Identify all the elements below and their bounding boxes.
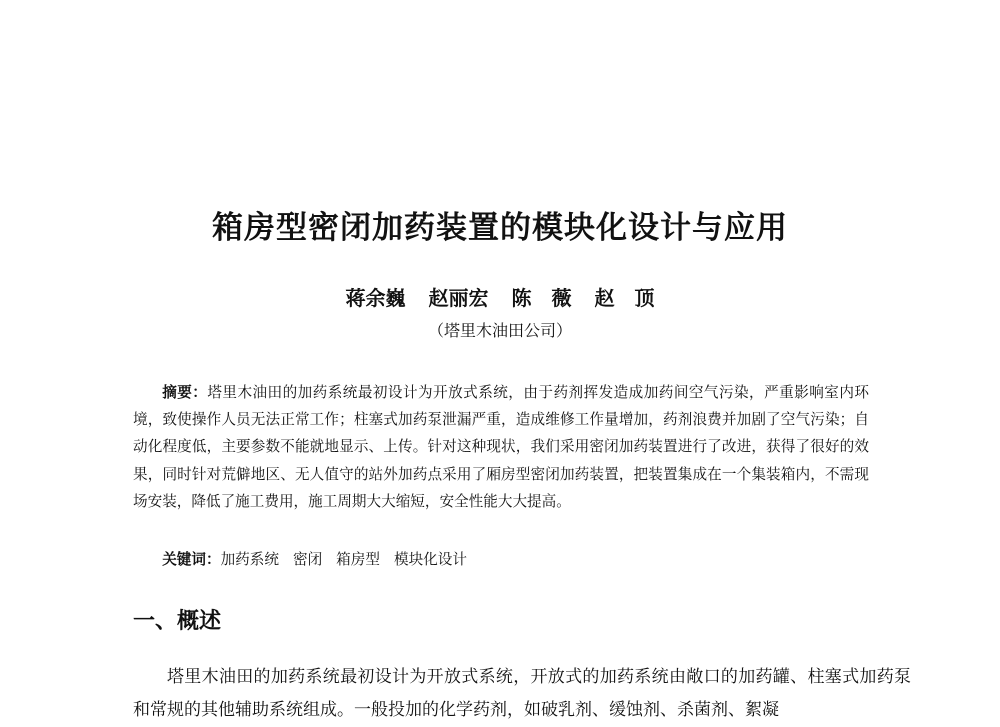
keyword: 加药系统 — [220, 551, 279, 568]
keyword: 模块化设计 — [393, 551, 467, 568]
author-affiliation: （塔里木油田公司） — [427, 321, 572, 340]
abstract-label: 摘要： — [162, 384, 208, 401]
author-name: 赵 顶 — [594, 286, 655, 310]
author-name: 蒋余巍 — [345, 286, 406, 310]
abstract-text: 塔里木油田的加药系统最初设计为开放式系统，由于药剂挥发造成加药间空气污染，严重影响室内环境，致使操作人员无法正常工作；柱塞式加药泵泄漏严重，造成维修工作量增加，药剂浪费并加剧了空气污染；自动化程度低，主要参数不能就地显示、上传。针对这种现状，我们采用密闭加药装置进行了改进，获得了很好的效果，同时针对荒僻地区、无人值守的站外加药点采用了厢房型密闭加药装置，把装置集成在一个集装箱内，不需现场安装，降低了施工费用，施工周期大大缩短，安全性能大大提高。 — [133, 384, 869, 510]
author-list — [0, 282, 1000, 311]
keywords-block — [133, 548, 869, 572]
abstract-block — [133, 379, 869, 515]
author-name: 陈 薇 — [511, 286, 572, 310]
body-paragraph: 塔里木油田的加药系统最初设计为开放式系统，开放式的加药系统由敞口的加药罐、柱塞式加药泵和常规的其他辅助系统组成。一般投加的化学药剂，如破乳剂、缓蚀剂、杀菌剂、絮凝 — [133, 667, 911, 720]
keywords-label: 关键词： — [162, 551, 221, 568]
keyword: 密闭 — [292, 551, 323, 568]
body-paragraph-block — [133, 661, 911, 727]
author-name: 赵丽宏 — [428, 286, 489, 310]
keyword: 箱房型 — [336, 551, 380, 568]
section-heading: 一、概述 — [133, 608, 222, 634]
paper-title: 箱房型密闭加药装置的模块化设计与应用 — [212, 210, 788, 246]
